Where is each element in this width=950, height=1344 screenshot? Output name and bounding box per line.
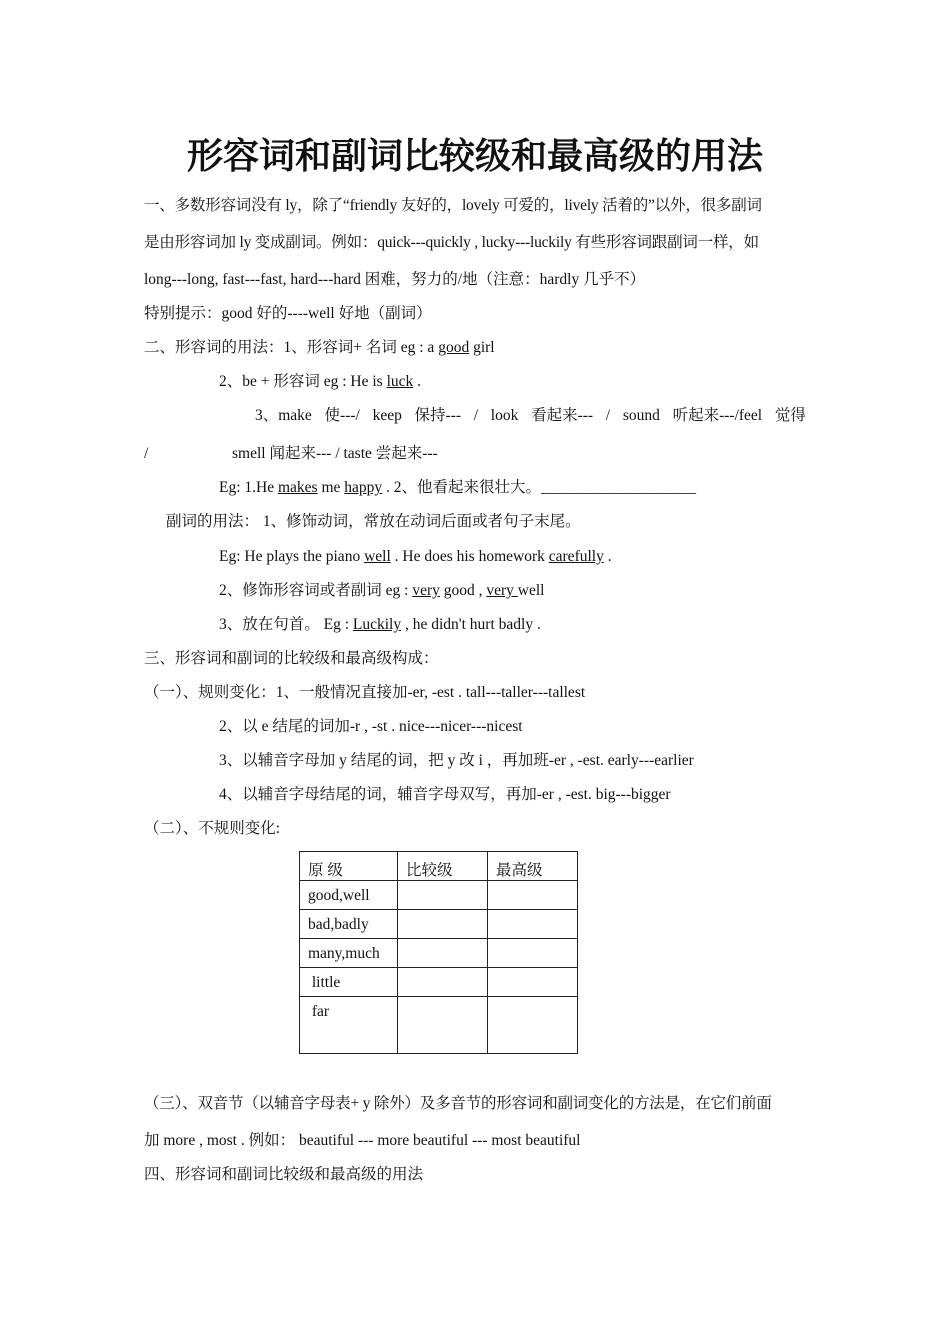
s1-line-2: 是由形容词加 ly 变成副词。例如：quick---quickly , lucky---luckily 有些形容词跟副词一样，如 (144, 234, 759, 251)
s1-line-4: 特别提示：good 好的----well 好地（副词） (144, 305, 432, 322)
underlined-word: Luckily (352, 616, 402, 633)
adv-usage-heading: 副词的用法： 1、修饰动词，常放在动词后面或者句子末尾。 (166, 513, 581, 530)
text: 二、形容词的用法：1、形容词+ 名词 eg : a (144, 339, 439, 356)
table-cell (488, 968, 578, 997)
s1-line-1: 一、多数形容词没有 ly，除了“friendly 友好的，lovely 可爱的，lively 活着的”以外，很多副词 (144, 197, 762, 214)
text: Eg: He plays the piano (219, 548, 365, 565)
table-row (300, 910, 578, 939)
text: well (517, 582, 545, 599)
regular-rule-1: （一）、规则变化：1、一般情况直接加-er, -est . tall---taller---tallest (144, 684, 586, 701)
text: . 2、他看起来很壮大。____________________ (382, 479, 697, 496)
table-row (300, 968, 578, 997)
underlined-word: very (486, 582, 518, 599)
adv-usage-line-2 (219, 581, 544, 601)
table-cell (488, 939, 578, 968)
word: 觉得 (774, 407, 806, 424)
adv-example-line (219, 547, 612, 567)
table-cell: far (300, 997, 398, 1054)
table-cell (488, 910, 578, 939)
underlined-word: good (438, 339, 470, 356)
table-cell (398, 997, 488, 1054)
text: , he didn't hurt badly . (401, 616, 541, 633)
table-header-cell: 最高级 (488, 852, 578, 881)
table-cell (488, 881, 578, 910)
table-cell: bad,badly (300, 910, 398, 939)
text: . (413, 373, 422, 390)
text: 3、放在句首。 Eg : (219, 616, 353, 633)
adj-usage-line-4-slash: / (144, 445, 149, 462)
underlined-word: carefully (548, 548, 604, 565)
table-cell (398, 881, 488, 910)
multisyllable-line-2: 加 more , most . 例如： beautiful --- more beautiful --- most beautiful (144, 1132, 581, 1149)
adj-usage-line-1 (144, 338, 495, 358)
word: 使---/ (324, 407, 360, 424)
table-cell: little (300, 968, 398, 997)
underlined-word: well (364, 548, 391, 565)
s1-line-3: long---long, fast---fast, hard---hard 困难，努力的/地（注意：hardly 几乎不） (144, 271, 646, 288)
table-cell: many,much (300, 939, 398, 968)
word: keep (372, 407, 402, 424)
table-row (300, 881, 578, 910)
regular-rule-4: 4、以辅音字母结尾的词，辅音字母双写，再加-er , -est. big---bigger (219, 786, 671, 803)
table-row (300, 997, 578, 1054)
text: good , (439, 582, 487, 599)
word: / (473, 407, 479, 424)
table-cell (488, 997, 578, 1054)
text: . (603, 548, 612, 565)
text: me (317, 479, 345, 496)
text: 2、be + 形容词 eg : He is (219, 373, 387, 390)
underlined-word: happy (344, 479, 383, 496)
irregular-heading: （二）、不规则变化: (144, 820, 281, 837)
word: / (605, 407, 611, 424)
word: 3、make (255, 407, 312, 424)
table-cell: good,well (300, 881, 398, 910)
table-cell (398, 939, 488, 968)
regular-rule-3: 3、以辅音字母加 y 结尾的词，把 y 改 i ，再加班-er , -est. early---earlier (219, 752, 694, 769)
text: Eg: 1.He (219, 479, 278, 496)
multisyllable-line-1: （三）、双音节（以辅音字母表+ y 除外）及多音节的形容词和副词变化的方法是，在它们前面 (144, 1095, 772, 1112)
text: . He does his homework (390, 548, 549, 565)
underlined-word: makes (277, 479, 318, 496)
word: sound (622, 407, 660, 424)
word: 听起来---/feel (672, 407, 763, 424)
adj-example-line (219, 478, 696, 498)
adj-usage-line-4: smell 闻起来--- / taste 尝起来--- (232, 445, 438, 462)
word: 保持--- (414, 407, 462, 424)
page-title: 形容词和副词比较级和最高级的用法 (186, 136, 763, 177)
regular-rule-2: 2、以 e 结尾的词加-r , -st . nice---nicer---nicest (219, 718, 523, 735)
table-cell (398, 910, 488, 939)
formation-heading: 三、形容词和副词的比较级和最高级构成： (144, 650, 439, 667)
adj-usage-line-2 (219, 372, 421, 392)
table-row (300, 939, 578, 968)
table-header-cell: 比较级 (398, 852, 488, 881)
adj-usage-line-3 (255, 406, 806, 426)
word: look (490, 407, 519, 424)
underlined-word: luck (386, 373, 414, 390)
usage-heading: 四、形容词和副词比较级和最高级的用法 (144, 1166, 424, 1183)
adv-usage-line-3 (219, 615, 541, 635)
table-header-cell: 原 级 (300, 852, 398, 881)
underlined-word: very (412, 582, 440, 599)
table-cell (398, 968, 488, 997)
word: 看起来--- (531, 407, 594, 424)
table-header-row (300, 852, 578, 881)
text: girl (469, 339, 495, 356)
irregular-forms-table (299, 851, 578, 1054)
text: 2、修饰形容词或者副词 eg : (219, 582, 413, 599)
